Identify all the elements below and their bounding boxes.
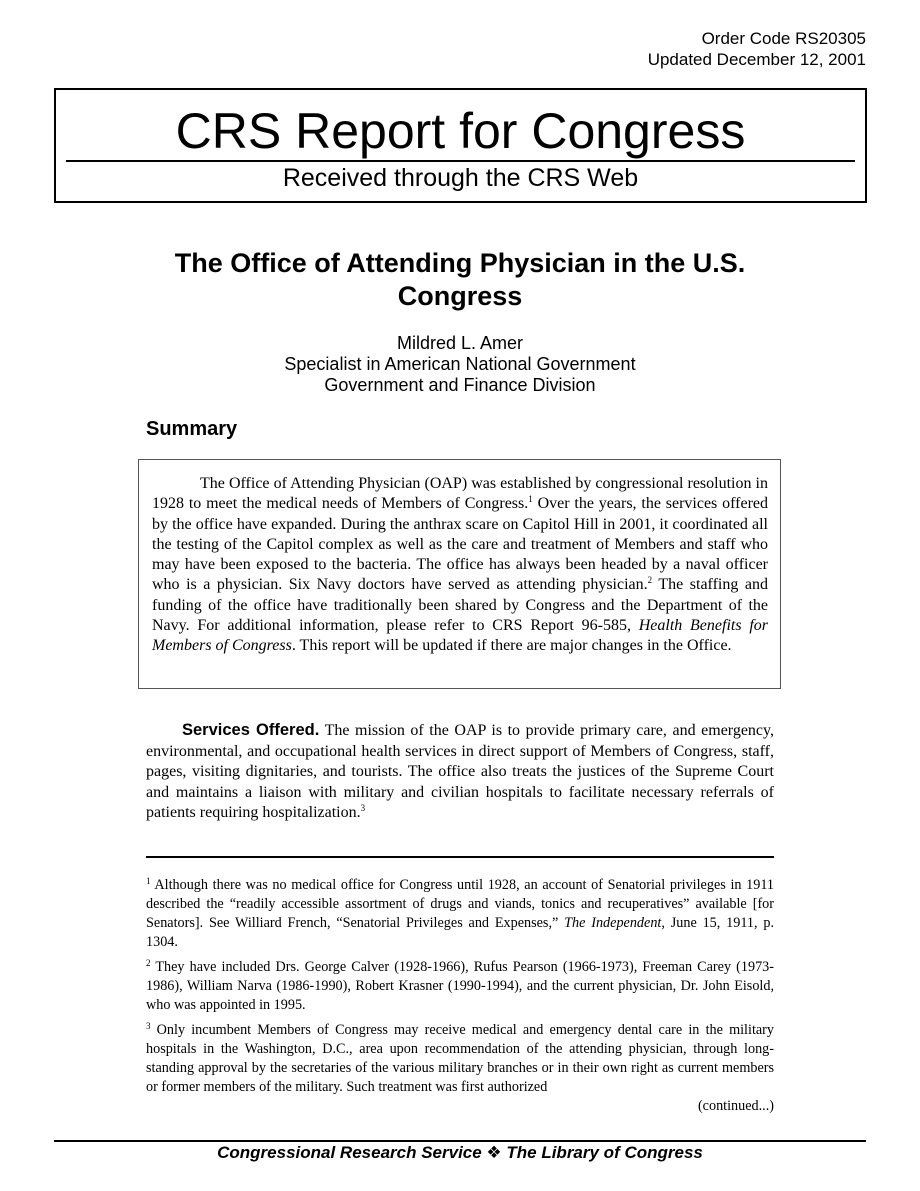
services-paragraph <box>146 720 774 824</box>
report-reference-title: Health Benefits for Members of Congress <box>152 617 768 655</box>
banner-title: CRS Report for Congress <box>175 103 746 159</box>
footnote-text: They have included Drs. George Calver (1928-1966), Rufus Pearson (1966-1973), Freeman Carey (1973-1986), William Narva (1986-1990), Robert Krasner (1990-1994), and the current physician, Dr. John Eisold, who was appointed in 1995. <box>146 959 774 1013</box>
footnote-text: Although there was no medical office for Congress until 1928, an account of Senatorial privileges in 1911 described the “readily accessible assortment of drugs and viands, tonics and recuperatives” available [for Senators]. See Williard French, “Senatorial Privileges and Expenses,” <box>146 877 774 931</box>
footnote-number: 1 <box>146 876 151 886</box>
footnote-divider <box>146 856 774 858</box>
summary-text-1: The Office of Attending Physician (OAP) was established by congressional resolution in 1928 to meet the medical needs of Members of Congress. <box>152 475 768 513</box>
footnote-number: 3 <box>146 1021 151 1031</box>
footnote-2 <box>146 958 774 1015</box>
order-info <box>648 28 866 70</box>
footnote-ref-1: 1 <box>528 494 533 505</box>
footnote-number: 2 <box>146 958 151 968</box>
footnote-1 <box>146 876 774 952</box>
summary-heading: Summary <box>146 418 238 440</box>
page-footer: Congressional Research Service ❖ The Library of Congress <box>217 1143 703 1162</box>
footnote-text: , June 15, 1911, p. 1304. <box>146 915 774 950</box>
footnote-ref-2: 2 <box>647 575 653 586</box>
author-name: Mildred L. Amer <box>396 333 524 353</box>
document-title: The Office of Attending Physician in the U.S. Congress <box>174 248 746 311</box>
author-position: Specialist in American National Government <box>284 354 636 374</box>
updated-date: Updated December 12, 2001 <box>647 50 866 69</box>
publication-title: The Independent <box>564 915 662 931</box>
summary-box <box>138 459 781 689</box>
summary-paragraph <box>152 474 768 657</box>
summary-text-3: The staffing and funding of the office have traditionally been shared by Congress and the Department of the Navy. For additional information, please refer to CRS Report 96-585, <box>152 576 768 635</box>
summary-text-4: . This report will be updated if there are major changes in the Office. <box>291 637 732 655</box>
author-block <box>146 333 774 396</box>
footnote-3 <box>146 1021 774 1097</box>
order-code: Order Code RS20305 <box>701 29 866 48</box>
author-division: Government and Finance Division <box>324 375 596 395</box>
report-banner <box>54 88 867 203</box>
footnote-text: Only incumbent Members of Congress may receive medical and emergency dental care in the military hospitals in the Washington, D.C., area upon recommendation of the attending physician, through long-standing approval by the secretaries of the various military branches or in their own right as current members or former members of the military. Such treatment was first authorized <box>146 1022 774 1095</box>
summary-text-2: Over the years, the services offered by the office have expanded. During the anthrax scare on Capitol Hill in 2001, it coordinated all the testing of the Capitol complex as well as the care and treatment of Members and staff who may have been exposed to the bacteria. The office has always been headed by a naval officer who is a physician. Six Navy doctors have served as attending physician. <box>152 495 769 594</box>
banner-subtitle: Received through the CRS Web <box>282 164 639 192</box>
services-heading: Services Offered. <box>182 721 320 739</box>
continued-marker: (continued...) <box>697 1098 774 1114</box>
footnotes <box>146 876 774 1116</box>
services-text: The mission of the OAP is to provide primary care, and emergency, environmental, and occupational health services in direct support of Members of Congress, staff, pages, visiting dignitaries, and tourists. The office also treats the justices of the Supreme Court and maintains a liaison with military and civilian hospitals to facilitate necessary referrals of patients requiring hospitalization. <box>146 722 774 821</box>
footnote-ref-3: 3 <box>360 803 366 813</box>
banner-divider <box>66 160 855 162</box>
